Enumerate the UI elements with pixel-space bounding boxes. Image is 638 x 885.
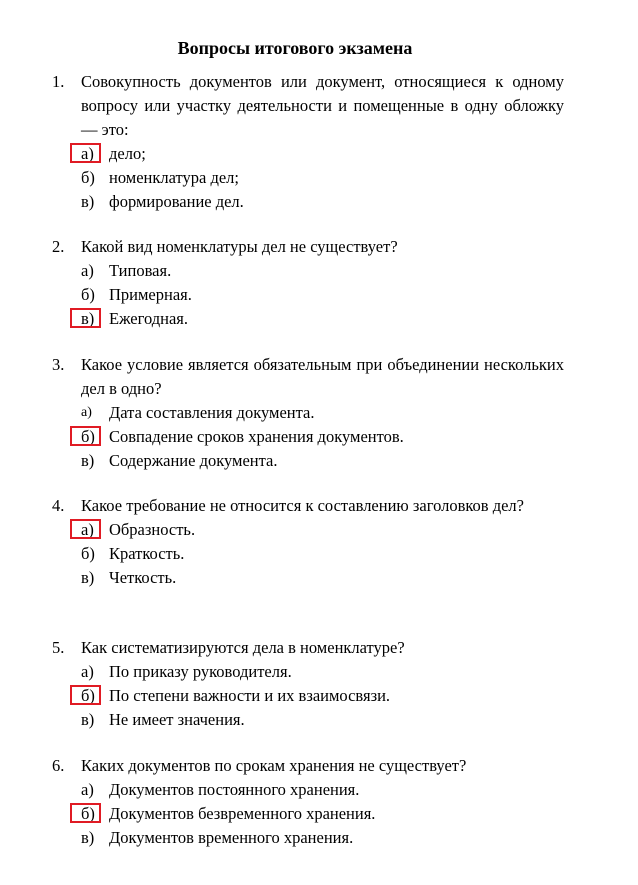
answer-text: Содержание документа. (109, 451, 278, 470)
answer-text: Документов безвременного хранения. (109, 804, 376, 823)
answer-letter: в) (81, 710, 95, 729)
answer-option (81, 684, 564, 708)
answer-option (81, 307, 564, 331)
answer-letter: б) (81, 168, 95, 187)
question-number: 4. (52, 496, 65, 515)
answer-text: Документов временного хранения. (109, 828, 354, 847)
question-text: Как систематизируются дела в номенклатуре? (81, 638, 405, 657)
answer-letter: а) (81, 405, 92, 420)
answer-option (81, 778, 564, 802)
answer-letter: б) (81, 544, 95, 563)
question-text: Какое требование не относится к составлению заголовков дел? (81, 496, 524, 515)
answer-letter: б) (81, 686, 95, 705)
answer-text: Краткость. (109, 544, 185, 563)
question-2 (52, 235, 564, 331)
answer-letter: а) (81, 144, 94, 163)
answer-option (81, 283, 564, 307)
question-number: 5. (52, 638, 65, 657)
answer-text: дело; (109, 144, 146, 163)
question-number: 1. (52, 72, 65, 91)
answer-text: Не имеет значения. (109, 710, 245, 729)
selected-answer-marker (70, 685, 101, 705)
question-number: 6. (52, 756, 65, 775)
answer-text: Совпадение сроков хранения документов. (109, 427, 404, 446)
question-1 (52, 70, 564, 214)
answer-option (81, 566, 564, 590)
answer-option (81, 708, 564, 732)
answer-letter: в) (81, 192, 95, 211)
answer-letter: б) (81, 285, 95, 304)
answer-text: По приказу руководителя. (109, 662, 292, 681)
answer-text: Документов постоянного хранения. (109, 780, 360, 799)
answer-option (81, 826, 564, 850)
answer-letter: в) (81, 309, 95, 328)
answer-option (81, 142, 564, 166)
question-text: Совокупность документов или документ, относящиеся к одному вопросу или участку деятельности и помещенные в одну обложку — это: (81, 72, 564, 139)
answer-letter: в) (81, 451, 95, 470)
question-number: 3. (52, 355, 65, 374)
answer-letter: б) (81, 804, 95, 823)
answer-text: формирование дел. (109, 192, 244, 211)
answer-text: Ежегодная. (109, 309, 188, 328)
selected-answer-marker (70, 426, 101, 446)
answer-text: По степени важности и их взаимосвязи. (109, 686, 391, 705)
answer-letter: а) (81, 662, 94, 681)
answer-text: Примерная. (109, 285, 192, 304)
selected-answer-marker (70, 803, 101, 823)
answer-option (81, 401, 564, 425)
selected-answer-marker (70, 519, 101, 539)
answer-option (81, 802, 564, 826)
answer-option (81, 518, 564, 542)
answer-letter: в) (81, 568, 95, 587)
question-text: Какое условие является обязательным при объединении нескольких дел в одно? (81, 355, 564, 398)
question-6 (52, 754, 564, 850)
selected-answer-marker (70, 308, 101, 328)
question-text: Каких документов по срокам хранения не существует? (81, 756, 467, 775)
answer-letter: а) (81, 780, 94, 799)
answer-letter: б) (81, 427, 95, 446)
answer-text: номенклатура дел; (109, 168, 239, 187)
answer-option (81, 259, 564, 283)
question-text: Какой вид номенклатуры дел не существует? (81, 237, 398, 256)
question-4 (52, 494, 564, 590)
answer-option (81, 660, 564, 684)
answer-text: Типовая. (109, 261, 172, 280)
answer-option (81, 449, 564, 473)
answer-letter: а) (81, 520, 94, 539)
answer-option (81, 425, 564, 449)
question-3 (52, 353, 564, 473)
answer-option (81, 166, 564, 190)
answer-option (81, 542, 564, 566)
answer-text: Четкость. (109, 568, 177, 587)
page-title: Вопросы итогового экзамена (177, 38, 413, 58)
answer-text: Образность. (109, 520, 196, 539)
answer-text: Дата составления документа. (109, 403, 315, 422)
question-5 (52, 636, 564, 732)
answer-option (81, 190, 564, 214)
answer-letter: а) (81, 261, 94, 280)
selected-answer-marker (70, 143, 101, 163)
question-number: 2. (52, 237, 65, 256)
answer-letter: в) (81, 828, 95, 847)
